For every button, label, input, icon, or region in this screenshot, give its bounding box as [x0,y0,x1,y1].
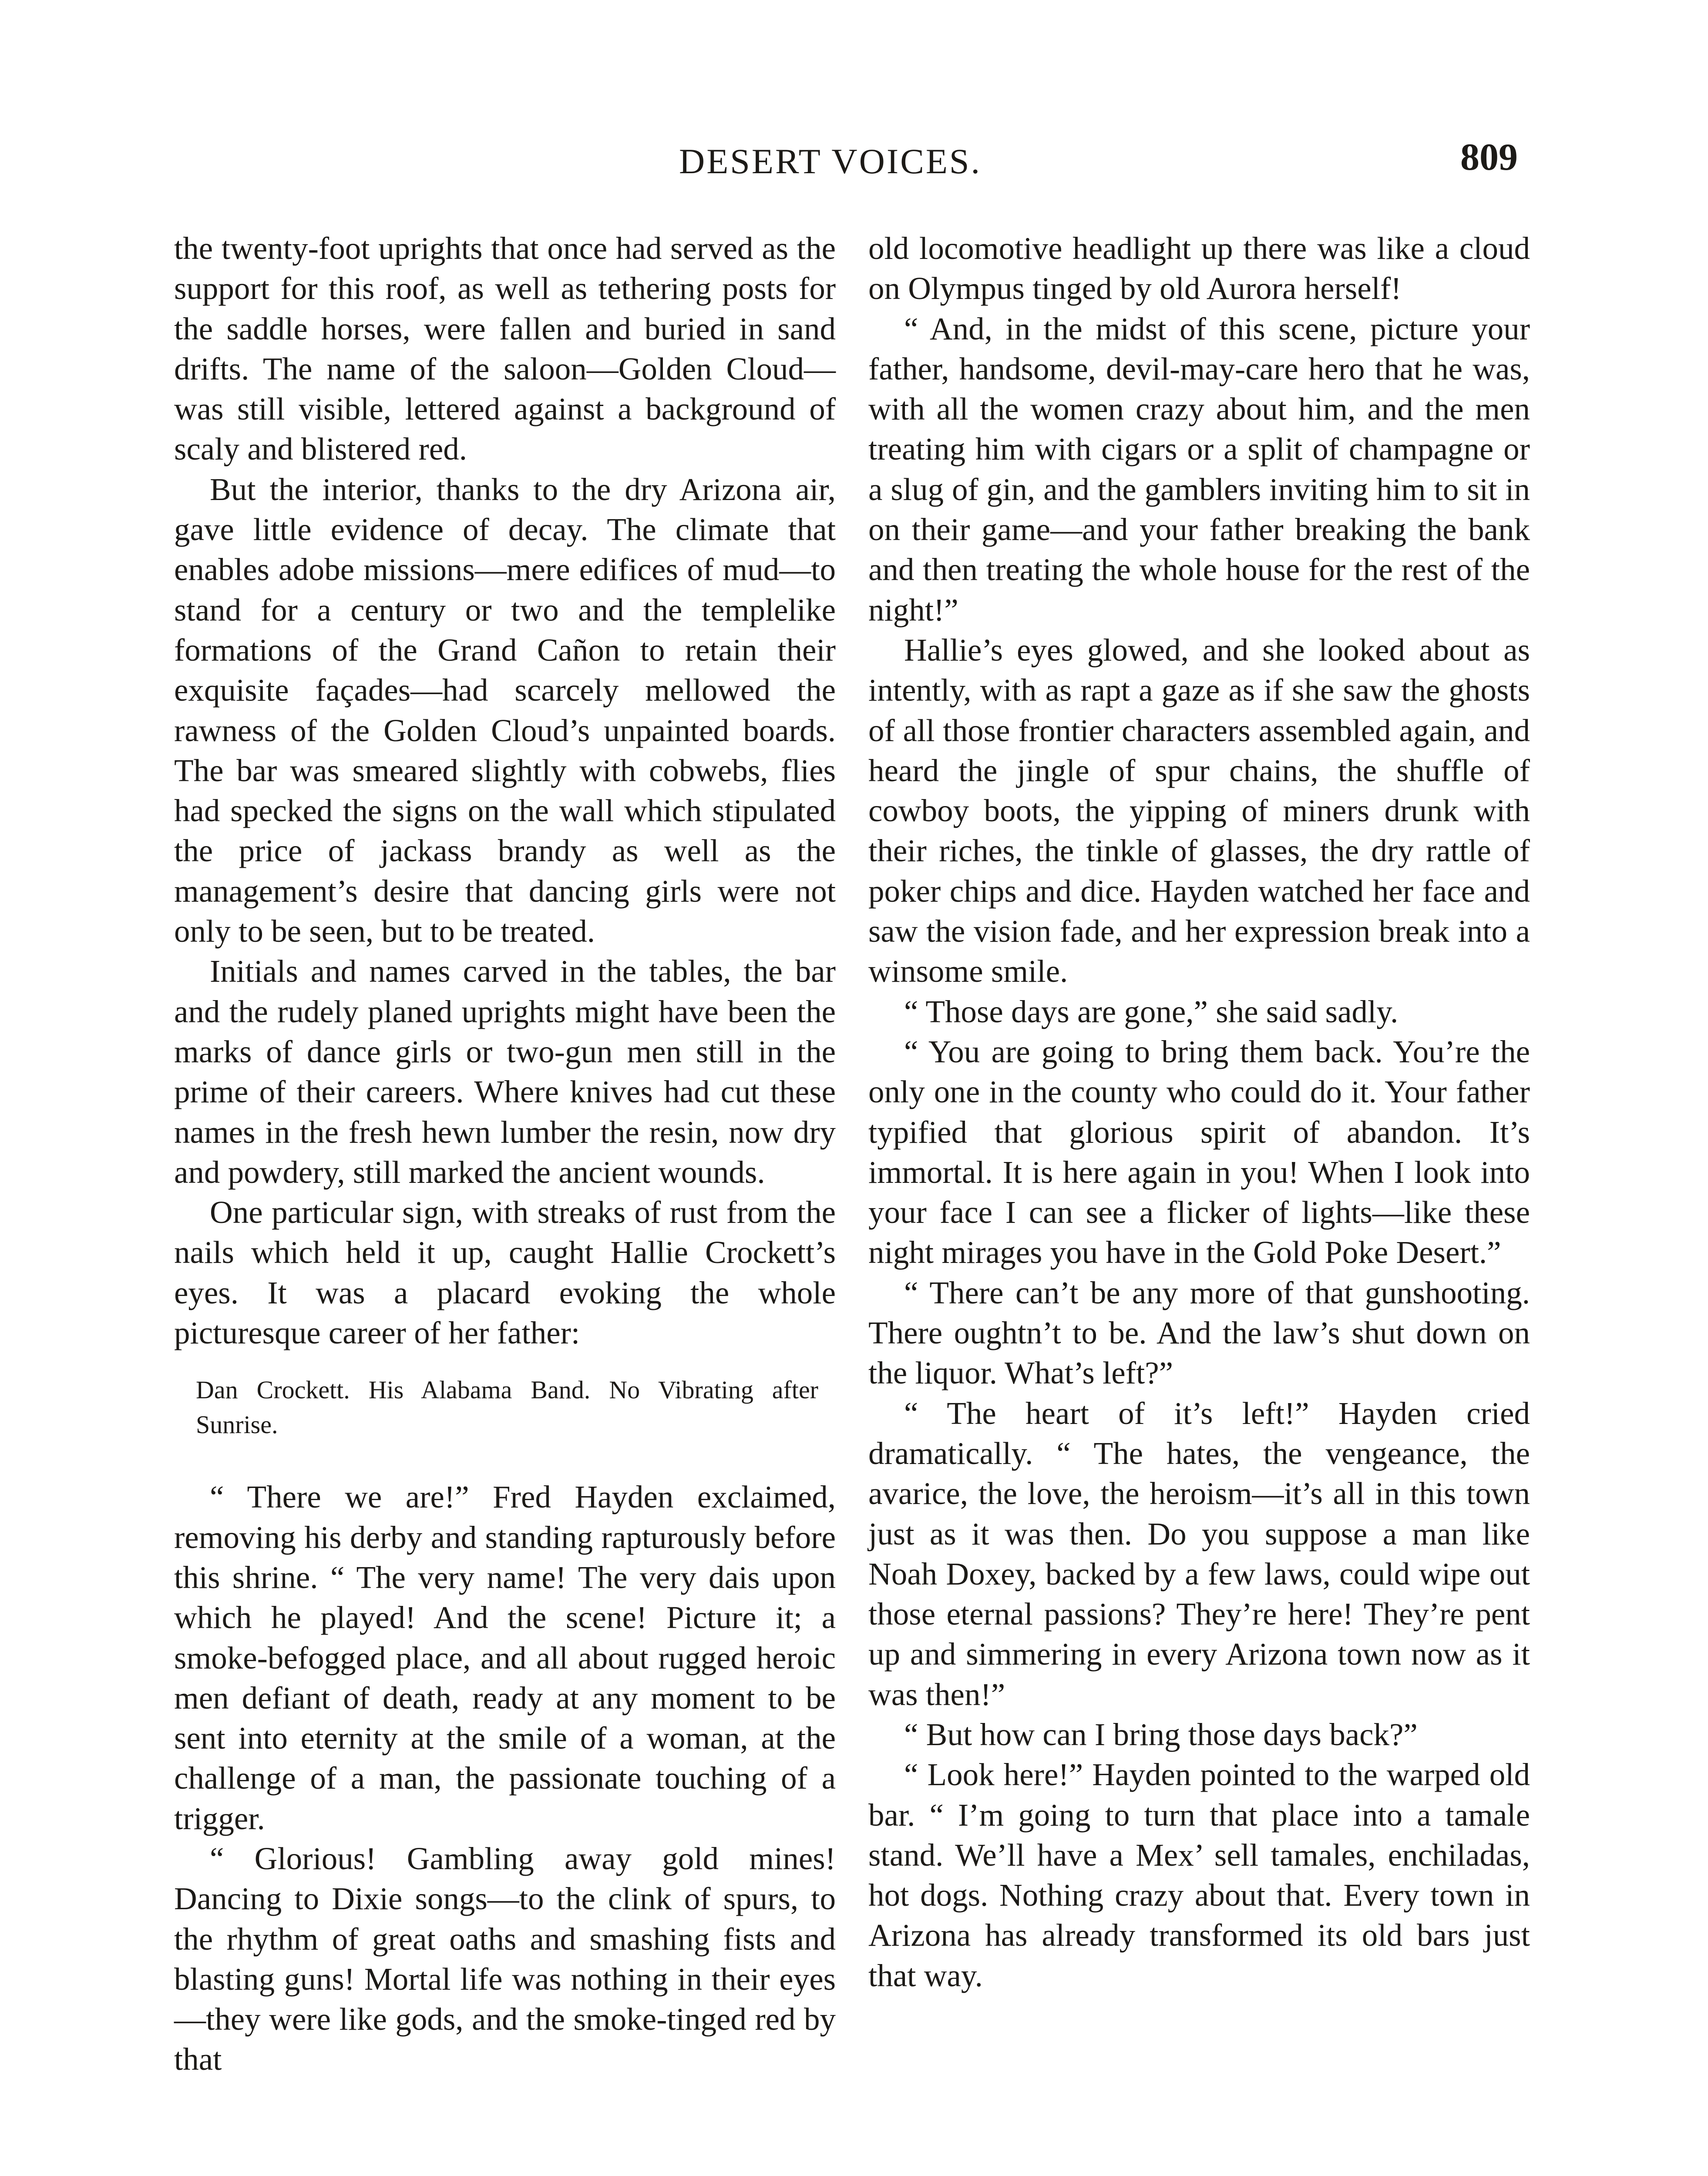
page-number: 809 [1460,136,1518,178]
paragraph: Initials and names carved in the tables, the bar and the rudely planed uprights might have been the marks of dance girls or two-gun men still in the prime of their careers. Where knives had cut these names in the fresh hewn lumber the resin, now dry and powdery, still marked the ancient wounds. [174,954,836,1190]
paragraph: “ Those days are gone,” she said sadly. [904,994,1399,1029]
left-column [174,228,836,2080]
paragraph: “ Look here!” Hayden pointed to the warped old bar. “ I’m going to turn that place into a tamale stand. We’ll have a Mex’ sell tamales, enchiladas, hot dogs. Nothing crazy about that. Every town in Arizona has already transformed its old bars just that way. [868,1757,1530,1993]
paragraph: “ The heart of it’s left!” Hayden cried dramatically. “ The hates, the vengeance, the avarice, the love, the heroism—it’s all in this town just as it was then. Do you suppose a man like Noah Doxey, backed by a few laws, could wipe out those eternal passions? They’re here! They’re pent up and simmering in every Arizona town now as it was then!” [868,1395,1530,1712]
paragraph: Hallie’s eyes glowed, and she looked about as intently, with as rapt a gaze as if she saw the ghosts of all those frontier characters assembled again, and heard the jingle of spur chains, the shuffle of cowboy boots, the yipping of miners drunk with their riches, the tinkle of glasses, the dry rattle of poker chips and dice. Hayden watched her face and saw the vision fade, and her expression break into a winsome smile. [868,632,1530,989]
placard-quote: Dan Crockett. His Alabama Band. No Vibrating after Sunrise. [196,1376,818,1439]
paragraph: “ There we are!” Fred Hayden exclaimed, removing his derby and standing rapturously before this shrine. “ The very name! The very dais upon which he played! And the scene! Picture it; a smoke-befogged place, and all about rugged heroic men defiant of death, ready at any moment to be sent into eternity at the smile of a woman, at the challenge of a man, the passionate touching of a trigger. [174,1479,836,1836]
paragraph: One particular sign, with streaks of rust from the nails which held it up, caught Hallie Crockett’s eyes. It was a placard evoking the whole picturesque career of her father: [174,1195,836,1351]
paragraph: “ You are going to bring them back. You’re the only one in the county who could do it. Your father typified that glorious spirit of abandon. It’s immortal. It is here again in you! When I look into your face I can see a flicker of lights—like these night mirages you have in the Gold Poke Desert.” [868,1034,1530,1270]
paragraph: “ Glorious! Gambling away gold mines! Dancing to Dixie songs—to the clink of spurs, to the rhythm of great oaths and smashing fists and blasting guns! Mortal life was nothing in their eyes—they were like gods, and the smoke-tinged red by that [174,1840,836,2077]
paragraph: But the interior, thanks to the dry Arizona air, gave little evidence of decay. The climate that enables adobe missions—mere edifices of mud—to stand for a century or two and the templelike formations of the Grand Cañon to retain their exquisite façades—had scarcely mellowed the rawness of the Golden Cloud’s unpainted boards. The bar was smeared slightly with cobwebs, flies had specked the signs on the wall which stipulated the price of jackass brandy as well as the management’s desire that dancing girls were not only to be seen, but to be treated. [174,471,836,949]
paragraph: the twenty-foot uprights that once had served as the support for this roof, as well as tethering posts for the saddle horses, were fallen and buried in sand drifts. The name of the saloon—Golden Cloud—was still visible, lettered against a background of scaly and blistered red. [174,231,836,467]
paragraph: old locomotive headlight up there was like a cloud on Olympus tinged by old Aurora herself! [868,231,1530,306]
right-column [868,228,1530,1996]
paragraph: “ And, in the midst of this scene, picture your father, handsome, devil-may-care hero that he was, with all the women crazy about him, and the men treating him with cigars or a split of champagne or a slug of gin, and the gamblers inviting him to sit in on their game—and your father breaking the bank and then treating the whole house for the rest of the night!” [868,311,1530,628]
running-head: DESERT VOICES. [679,141,982,181]
paragraph: “ But how can I bring those days back?” [904,1716,1418,1752]
paragraph: “ There can’t be any more of that gunshooting. There oughtn’t to be. And the law’s shut down on the liquor. What’s left?” [868,1275,1530,1391]
